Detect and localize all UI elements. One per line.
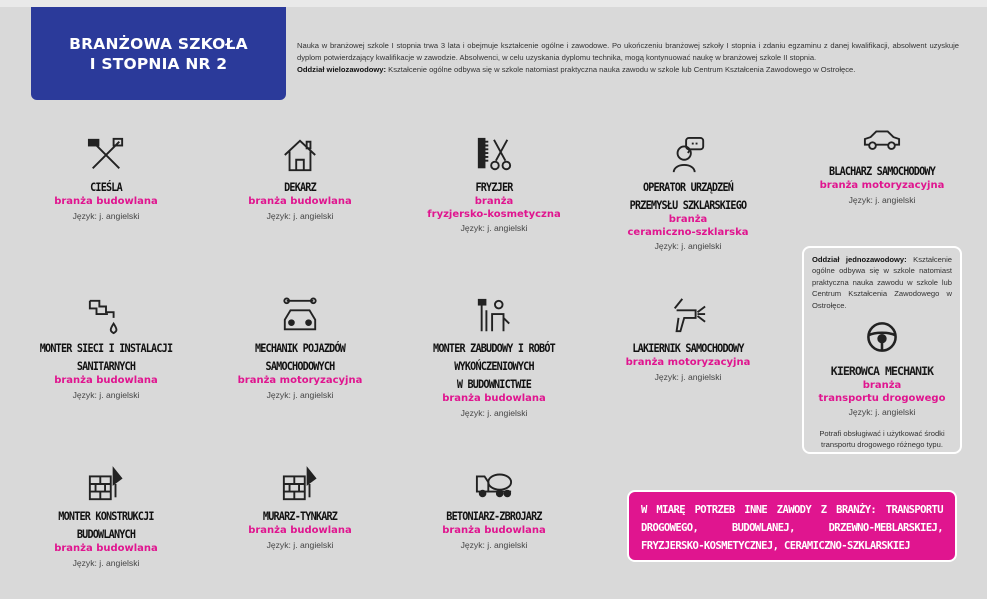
- job-branch-2: fryzjersko-kosmetyczna: [427, 208, 561, 220]
- job-language: Język: j. angielski: [654, 241, 722, 251]
- job-language: Język: j. angielski: [72, 557, 140, 568]
- spray-gun-icon: [669, 297, 707, 335]
- job-name: KIEROWCA MECHANIK: [830, 364, 934, 379]
- job-monter-zabudowy: [414, 295, 574, 420]
- job-name: BETONIARZ-ZBROJARZ: [446, 509, 542, 523]
- job-branch: branża motoryzacyjna: [625, 357, 751, 368]
- job-monter-sieci: [26, 295, 186, 402]
- job-lakiernik: [608, 295, 768, 384]
- job-murarz-tynkarz: [220, 463, 380, 552]
- intro-bold-label: Oddział wielozawodowy:: [297, 65, 387, 74]
- steering-wheel-icon: [865, 320, 899, 354]
- job-branch: branża budowlana: [248, 196, 352, 207]
- job-name: LAKIERNIK SAMOCHODOWY: [632, 341, 744, 355]
- job-name: MONTER ZABUDOWY I ROBÓT: [433, 341, 555, 355]
- job-branch: branża: [862, 380, 902, 392]
- job-language: Język: j. angielski: [266, 539, 334, 550]
- title-line-1: BRANŻOWA SZKOŁA: [69, 34, 248, 53]
- job-language: Język: j. angielski: [848, 194, 916, 205]
- job-ciesla: [26, 134, 186, 223]
- job-name: DEKARZ: [284, 180, 316, 194]
- job-branch-2: ceramiczno-szklarska: [627, 226, 749, 238]
- concrete-mixer-icon: [475, 465, 513, 503]
- job-name: MECHANIK POJAZDÓW: [254, 341, 346, 355]
- job-name-2: WYKOŃCZENIOWYCH: [454, 359, 534, 373]
- job-monter-konstrukcji: [26, 463, 186, 570]
- job-branch-2: transportu drogowego: [818, 392, 946, 404]
- job-dekarz: [220, 134, 380, 223]
- job-branch: branża motoryzacyjna: [237, 375, 363, 386]
- title-line-2: I STOPNIA NR 2: [89, 54, 228, 73]
- bricks-trowel-icon: [87, 465, 125, 503]
- job-name: CIEŚLA: [90, 180, 122, 194]
- job-branch: branża budowlana: [442, 525, 546, 536]
- job-fryzjer: [414, 134, 574, 235]
- job-betoniarz: [414, 463, 574, 552]
- job-language: Język: j. angielski: [72, 389, 140, 400]
- job-description: Potrafi obsługiwać i użytkować środki transportu drogowego różnego typu.: [819, 429, 945, 450]
- job-language: Język: j. angielski: [460, 407, 528, 418]
- intro-text: Nauka w branżowej szkole I stopnia trwa 3 lata i obejmuje kształcenie ogólne i zawodowe. Po ukończeniu branżowej szkoły I stopnia i zdaniu egzaminu z danej kwalifikacji, absolwent uzyskuje dyplom potwierdzający kwalifikacje w zawodzie. Absolwenci, w celu uzyskania dyplomu technika, mogą kontynuować naukę w branżowej szkole II stopnia.: [297, 41, 959, 62]
- job-name-2: BUDOWLANYCH: [76, 527, 136, 541]
- intro-text-2: Kształcenie ogólne odbywa się w szkole natomiast praktyczna nauka zawodu w szkole lub Centrum Kształcenia Zawodowego w Ostrołęce.: [386, 65, 856, 74]
- school-title-banner: [31, 7, 286, 100]
- job-branch: branża: [668, 214, 708, 225]
- house-icon: [281, 136, 319, 174]
- job-language: Język: j. angielski: [266, 389, 334, 400]
- job-name: MONTER SIECI I INSTALACJI: [39, 341, 173, 355]
- car-wrench-icon: [281, 297, 319, 335]
- pipe-faucet-icon: [87, 297, 125, 335]
- job-language: Język: j. angielski: [848, 407, 916, 418]
- job-mechanik-pojazdow: [220, 295, 380, 402]
- intro-paragraph: [297, 40, 959, 76]
- job-name-2: SAMOCHODOWYCH: [265, 359, 335, 373]
- job-name: FRYZJER: [475, 180, 513, 194]
- job-name-2: SANITARNYCH: [76, 359, 136, 373]
- job-branch: branża budowlana: [442, 393, 546, 404]
- car-icon: [863, 120, 901, 158]
- job-name: BLACHARZ SAMOCHODOWY: [828, 164, 936, 178]
- other-professions-note: W MIARĘ POTRZEB INNE ZAWODY Z BRANŻY: TRANSPORTU DROGOWEGO, BUDOWLANEJ, DRZEWNO-MEBLARSKIEJ, FRYZJERSKO-KOSMETYCZNEJ, CERAMICZNO-SZKLARSKIEJ: [627, 490, 957, 562]
- top-strip: [0, 0, 987, 7]
- job-language: Język: j. angielski: [72, 210, 140, 221]
- carpentry-tools-icon: [87, 136, 125, 174]
- job-language: Język: j. angielski: [266, 210, 334, 221]
- job-language: Język: j. angielski: [654, 371, 722, 382]
- bricks-trowel-icon: [281, 465, 319, 503]
- operator-icon: [669, 136, 707, 174]
- panel-note: [812, 254, 952, 311]
- job-language: Język: j. angielski: [460, 539, 528, 550]
- job-branch: branża budowlana: [248, 525, 352, 536]
- job-operator: [608, 134, 768, 253]
- job-branch: branża budowlana: [54, 375, 158, 386]
- job-name-2: PRZEMYSŁU SZKLARSKIEGO: [629, 198, 747, 212]
- job-branch: branża: [474, 196, 514, 207]
- job-branch: branża budowlana: [54, 543, 158, 554]
- job-name: MURARZ-TYNKARZ: [262, 509, 338, 523]
- panel-note-bold: Oddział jednozawodowy:: [812, 255, 907, 264]
- painter-icon: [475, 297, 513, 335]
- comb-scissors-icon: [475, 136, 513, 174]
- job-language: Język: j. angielski: [460, 223, 528, 233]
- job-branch: branża motoryzacyjna: [819, 180, 945, 191]
- job-branch: branża budowlana: [54, 196, 158, 207]
- panel-note-text: Kształcenie ogólne odbywa się w szkole natomiast praktyczna nauka zawodu w szkole lub Centrum Kształcenia Zawodowego w Ostrołęce.: [812, 255, 952, 310]
- single-profession-panel: [802, 246, 962, 454]
- job-blacharz: [802, 118, 962, 207]
- job-name: MONTER KONSTRUKCJI: [58, 509, 154, 523]
- job-name: OPERATOR URZĄDZEŃ: [642, 180, 734, 194]
- job-name-3: W BUDOWNICTWIE: [456, 377, 532, 391]
